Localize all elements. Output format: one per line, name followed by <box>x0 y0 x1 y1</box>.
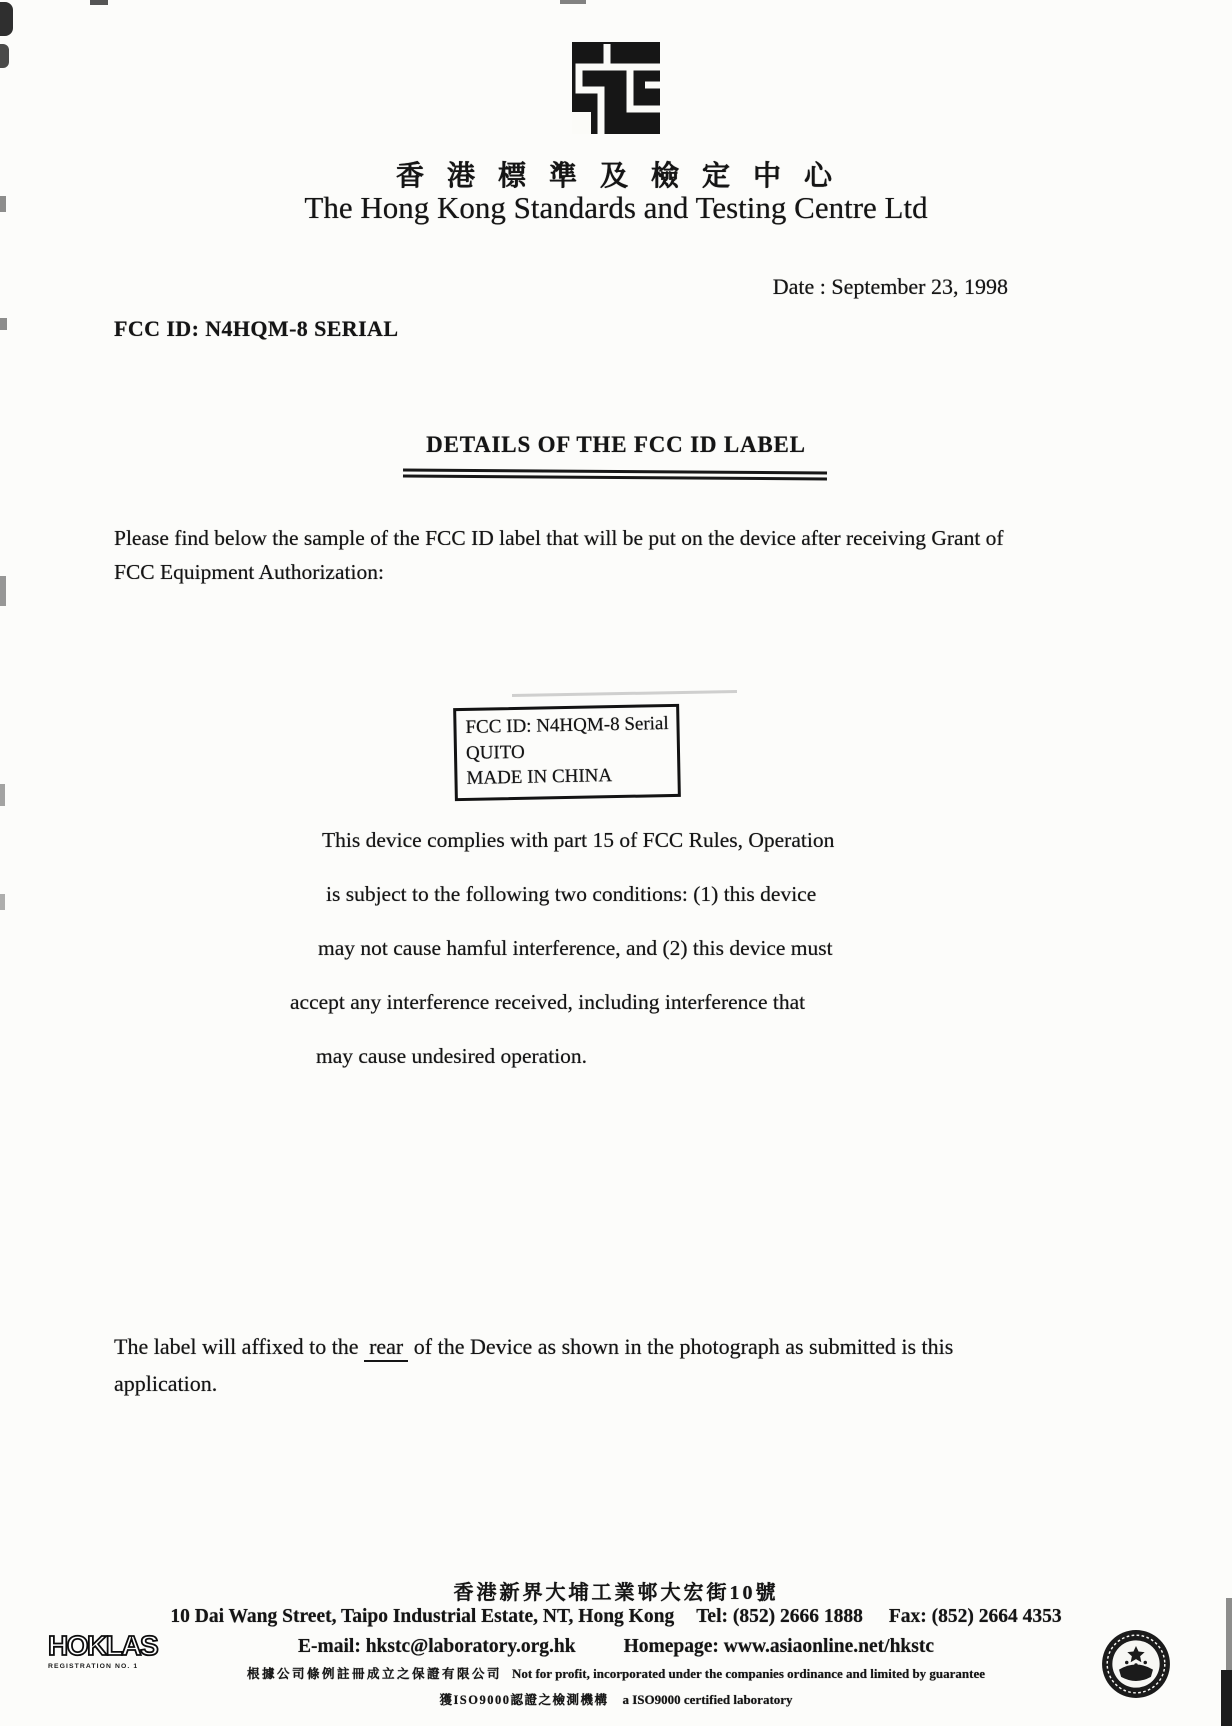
closing-text-post: of the Device as shown in the photograph as submitted is this application. <box>114 1334 954 1396</box>
footer-fax: Fax: (852) 2664 4353 <box>888 1606 1062 1627</box>
scan-artifact <box>1221 1670 1232 1726</box>
footer-homepage: Homepage: www.asiaonline.net/hkstc <box>623 1636 934 1657</box>
section-heading: DETAILS OF THE FCC ID LABEL <box>426 432 806 457</box>
footer-email: E-mail: hkstc@laboratory.org.hk <box>298 1636 576 1657</box>
intro-paragraph: Please find below the sample of the FCC ID label that will be put on the device after receiving Grant of FCC Equipment Authorization: <box>114 526 1004 584</box>
label-line-origin: MADE IN CHINA <box>466 765 613 789</box>
label-line-model: QUITO <box>465 741 525 764</box>
heading-double-rule <box>403 469 827 481</box>
hoklas-logo <box>48 1632 157 1670</box>
org-name-zh: 香 港 標 準 及 檢 定 中 心 <box>395 161 836 192</box>
fcc-id-line: FCC ID: N4HQM-8 SERIAL <box>114 316 399 341</box>
compliance-line: is subject to the following two conditions: (1) this device <box>326 882 817 906</box>
scan-artifact <box>0 44 9 68</box>
footer-incorporation-zh: 根據公司條例註冊成立之保證有限公司 <box>246 1667 502 1681</box>
scan-artifact <box>512 690 737 697</box>
compliance-line: may not cause hamful interference, and (2) this device must <box>318 936 833 960</box>
scan-artifact <box>1226 1598 1232 1674</box>
certification-seal-icon <box>1100 1628 1172 1700</box>
stc-logo-icon <box>569 40 663 137</box>
footer-incorporation-en: Not for profit, incorporated under the companies ordinance and limited by guarantee <box>511 1666 986 1681</box>
underlined-word-rear: rear <box>364 1334 408 1362</box>
footer-iso-line <box>0 1690 1232 1708</box>
footer-address-en: 10 Dai Wang Street, Taipo Industrial Estate, NT, Hong Kong <box>170 1606 675 1627</box>
hoklas-logo-text: HOKLAS <box>48 1630 158 1661</box>
compliance-line: may cause undesired operation. <box>316 1044 588 1068</box>
footer-iso-zh: 獲ISO9000認證之檢測機構 <box>439 1693 609 1707</box>
org-name-en: The Hong Kong Standards and Testing Centre Ltd <box>304 190 928 225</box>
footer-iso-en: a ISO9000 certified laboratory <box>622 1692 793 1707</box>
closing-paragraph <box>114 1328 1044 1402</box>
scan-artifact <box>0 2 13 36</box>
label-line-fcc-id: FCC ID: N4HQM-8 Serial <box>465 713 669 738</box>
scan-artifact <box>90 0 108 5</box>
footer-tel: Tel: (852) 2666 1888 <box>696 1606 863 1627</box>
scan-artifact <box>0 784 5 806</box>
footer-address-line <box>0 1606 1232 1628</box>
footer-address-zh: 香港新界大埔工業邨大宏街10號 <box>453 1582 779 1604</box>
compliance-line: This device complies with part 15 of FCC Rules, Operation <box>322 828 835 852</box>
scan-artifact <box>0 196 6 212</box>
footer-contact-line <box>0 1636 1232 1658</box>
closing-text-pre: The label will affixed to the <box>114 1334 359 1359</box>
compliance-paragraph <box>290 828 880 1098</box>
compliance-line: accept any interference received, including interference that <box>290 990 806 1014</box>
footer-incorporation-line <box>0 1664 1232 1682</box>
date-line: Date : September 23, 1998 <box>772 274 1008 299</box>
scan-artifact <box>0 576 6 606</box>
scan-artifact <box>560 0 586 4</box>
scan-artifact <box>0 318 7 330</box>
hoklas-registration: REGISTRATION NO. 1 <box>48 1663 139 1670</box>
scan-artifact <box>0 894 5 910</box>
fcc-label-sample-box <box>453 704 681 801</box>
